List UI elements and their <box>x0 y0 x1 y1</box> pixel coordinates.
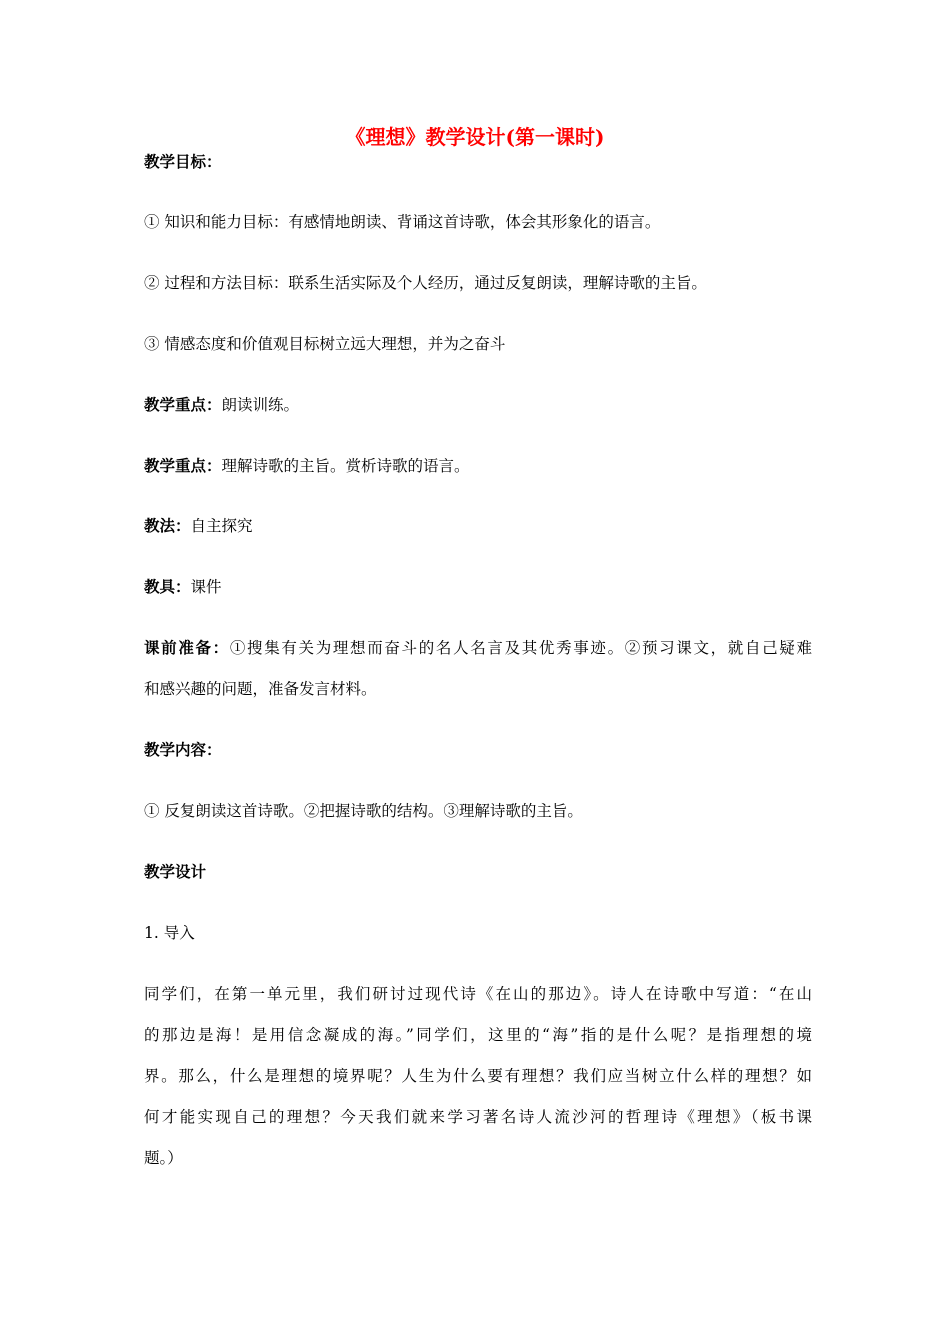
method-label: 教法： <box>144 516 191 535</box>
prep-label: 课前准备： <box>144 638 230 657</box>
focus-1-label: 教学重点： <box>144 395 222 414</box>
objectives-heading: 教学目标： <box>144 152 222 171</box>
tools-text: 课件 <box>190 578 222 596</box>
design-heading: 教学设计 <box>144 862 207 881</box>
intro-line-3: 界。那么，什么是理想的境界呢？人生为什么要有理想？我们应当树立什么样的理想？如 <box>144 1067 812 1085</box>
prep-paragraph-line-1 <box>144 636 812 660</box>
prep-text-line-1: ①搜集有关为理想而奋斗的名人名言及其优秀事迹。②预习课文，就自己疑难 <box>229 639 812 657</box>
focus-2-text: 理解诗歌的主旨。赏析诗歌的语言。 <box>221 457 470 475</box>
objective-3: ③ 情感态度和价值观目标树立远大理想，并为之奋斗 <box>144 335 506 353</box>
prep-text-line-2: 和感兴趣的问题，准备发言材料。 <box>144 680 377 698</box>
method-text: 自主探究 <box>190 517 253 535</box>
intro-line-1: 同学们，在第一单元里，我们研讨过现代诗《在山的那边》。诗人在诗歌中写道：“在山 <box>144 985 812 1003</box>
focus-2-paragraph <box>144 454 812 478</box>
tools-paragraph <box>144 575 812 599</box>
section-1-heading: 1. 导入 <box>144 924 195 942</box>
content-heading: 教学内容： <box>144 740 222 759</box>
objective-2: ② 过程和方法目标：联系生活实际及个人经历，通过反复朗读，理解诗歌的主旨。 <box>144 274 707 292</box>
intro-line-4: 何才能实现自己的理想？今天我们就来学习著名诗人流沙河的哲理诗《理想》（板书课 <box>144 1108 812 1126</box>
method-paragraph <box>144 514 812 538</box>
document-title: 《理想》教学设计(第一课时) <box>345 125 605 149</box>
content-text: ① 反复朗读这首诗歌。②把握诗歌的结构。③理解诗歌的主旨。 <box>144 802 583 820</box>
focus-2-label: 教学重点： <box>144 456 222 475</box>
intro-line-2: 的那边是海！是用信念凝成的海。”同学们，这里的“海”指的是什么呢？是指理想的境 <box>144 1026 812 1044</box>
focus-1-text: 朗读训练。 <box>221 396 300 414</box>
intro-line-5: 题。） <box>144 1149 183 1167</box>
objective-1: ① 知识和能力目标：有感情地朗读、背诵这首诗歌，体会其形象化的语言。 <box>144 213 661 231</box>
tools-label: 教具： <box>144 577 191 596</box>
focus-1-paragraph <box>144 393 812 417</box>
